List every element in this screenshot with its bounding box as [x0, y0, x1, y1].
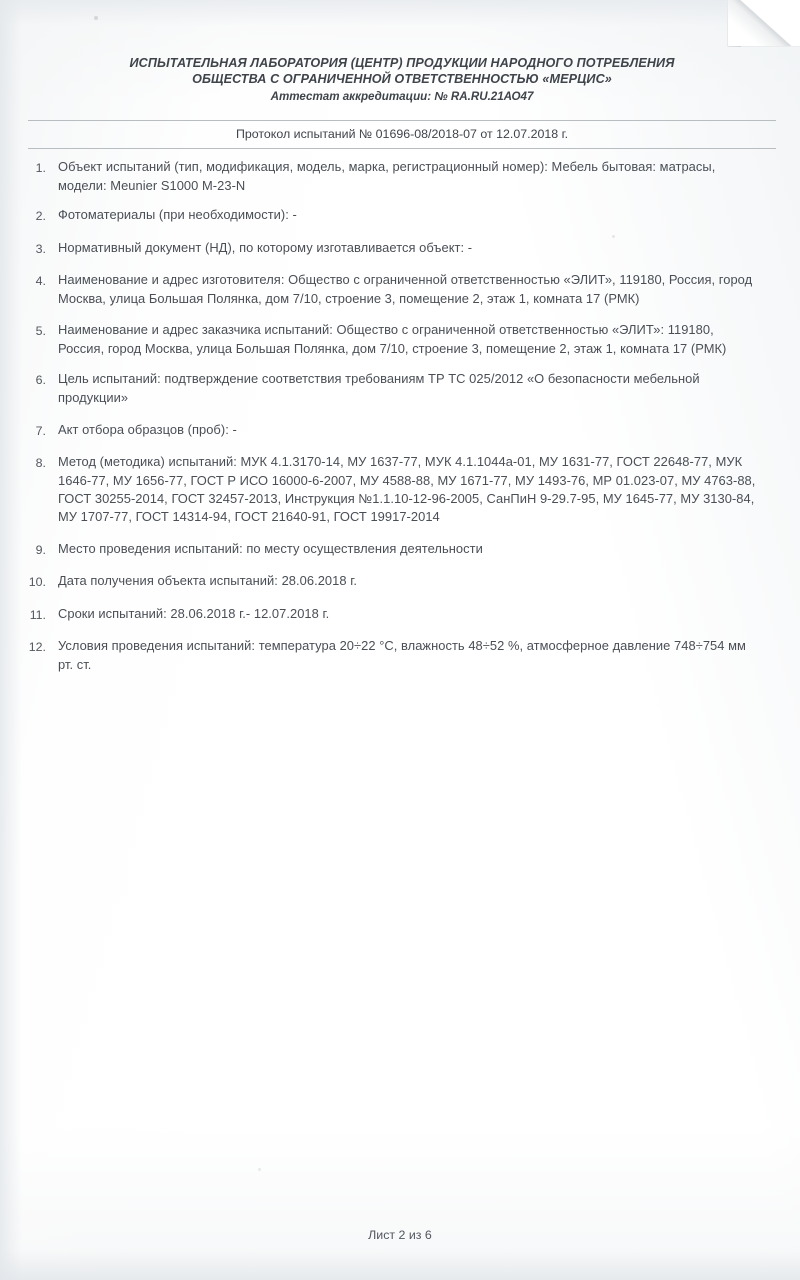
item-text: Сроки испытаний: 28.06.2018 г.- 12.07.2018 г. [58, 605, 330, 621]
item-number: 10. [28, 575, 46, 590]
page-corner-fold [727, 0, 800, 47]
laboratory-name-line-1: ИСПЫТАТЕЛЬНАЯ ЛАБОРАТОРИЯ (ЦЕНТР) ПРОДУКЦИИ НАРОДНОГО ПОТРЕБЛЕНИЯ [129, 56, 675, 70]
item-number: 12. [28, 640, 46, 655]
scan-edge-shadow-top [0, 0, 800, 26]
item-text: Цель испытаний: подтверждение соответствия требованиям ТР ТС 025/2012 «О безопасности мебельной продукции» [58, 371, 700, 405]
laboratory-header [28, 55, 776, 105]
list-item [0, 370, 800, 407]
list-item [0, 239, 800, 259]
laboratory-name-line-2: ОБЩЕСТВА С ОГРАНИЧЕННОЙ ОТВЕТСТВЕННОСТЬЮ «МЕРЦИС» [192, 72, 612, 86]
list-item [0, 540, 800, 560]
scan-edge-shadow-bottom [0, 1250, 800, 1280]
item-number: 9. [35, 542, 46, 557]
item-text: Акт отбора образцов (проб): - [58, 421, 237, 437]
item-text: Наименование и адрес изготовителя: Общество с ограниченной ответственностью «ЭЛИТ», 119180, Россия, город Москва, улица Большая Полянка, дом 7/10, строение 3, помещение 2, этаж 1, комната 17 (РМК) [58, 272, 753, 307]
item-number: 4. [35, 274, 46, 289]
item-text: Наименование и адрес заказчика испытаний: Общество с ограниченной ответственностью «ЭЛИТ»: 119180, Россия, город Москва, улица Большая Полянка, дом 7/10, строение 3, помещение 2, этаж 1, комната 17 (РМК) [58, 321, 727, 356]
accreditation-certificate: Аттестат аккредитации: № RA.RU.21АО47 [270, 90, 534, 103]
item-text: Фотоматериалы (при необходимости): - [58, 207, 297, 223]
list-item [0, 206, 800, 226]
list-item [0, 321, 800, 358]
item-number: 11. [29, 607, 46, 622]
item-text: Нормативный документ (НД), по которому изготавливается объект: - [58, 239, 473, 255]
dust-speck [94, 16, 98, 20]
item-number: 5. [35, 323, 46, 338]
protocol-items-list [0, 158, 800, 686]
list-item [0, 271, 800, 308]
list-item [0, 637, 800, 674]
list-item [0, 158, 800, 195]
item-number: 2. [35, 209, 46, 224]
list-item [0, 605, 800, 625]
item-text: Объект испытаний (тип, модификация, модель, марка, регистрационный номер): Мебель бытовая: матрасы, модели: Meunier S1000 M-23-N [58, 159, 716, 193]
protocol-title-bar [28, 120, 776, 149]
item-text: Дата получения объекта испытаний: 28.06.2018 г. [58, 573, 358, 589]
list-item [0, 421, 800, 441]
item-text: Метод (методика) испытаний: МУК 4.1.3170-14, МУ 1637-77, МУК 4.1.1044а-01, МУ 1631-77, ГОСТ 22648-77, МУК 1646-77, МУ 1656-77, ГОСТ Р ИСО 16000-6-2007, МУ 4588-88, МУ 1671-77, МУ 1493-76, МР 01.023-07, МУ 4763-88, ГОСТ 30255-2014, ГОСТ 32457-2013, Инструкция №1.1.10-12-96-2005, СанПиН 9-29.7-95, МУ 1645-77, МУ 3130-84, МУ 1707-77, ГОСТ 14314-94, ГОСТ 21640-91, ГОСТ 19917-2014 [58, 454, 756, 525]
item-text: Условия проведения испытаний: температура 20÷22 °С, влажность 48÷52 %, атмосферное давление 748÷754 мм рт. ст. [58, 638, 746, 672]
protocol-title: Протокол испытаний № 01696-08/2018-07 от 12.07.2018 г. [235, 127, 569, 141]
item-number: 1. [35, 161, 46, 175]
page-number-label: Лист 2 из 6 [368, 1228, 432, 1242]
item-text: Место проведения испытаний: по месту осуществления деятельности [58, 540, 483, 556]
item-number: 7. [35, 423, 46, 438]
page-footer [0, 1228, 800, 1242]
item-number: 6. [35, 373, 46, 388]
list-item [0, 572, 800, 592]
item-number: 3. [35, 241, 46, 256]
list-item [0, 453, 800, 527]
dust-speck [258, 1168, 261, 1171]
item-number: 8. [35, 456, 46, 471]
